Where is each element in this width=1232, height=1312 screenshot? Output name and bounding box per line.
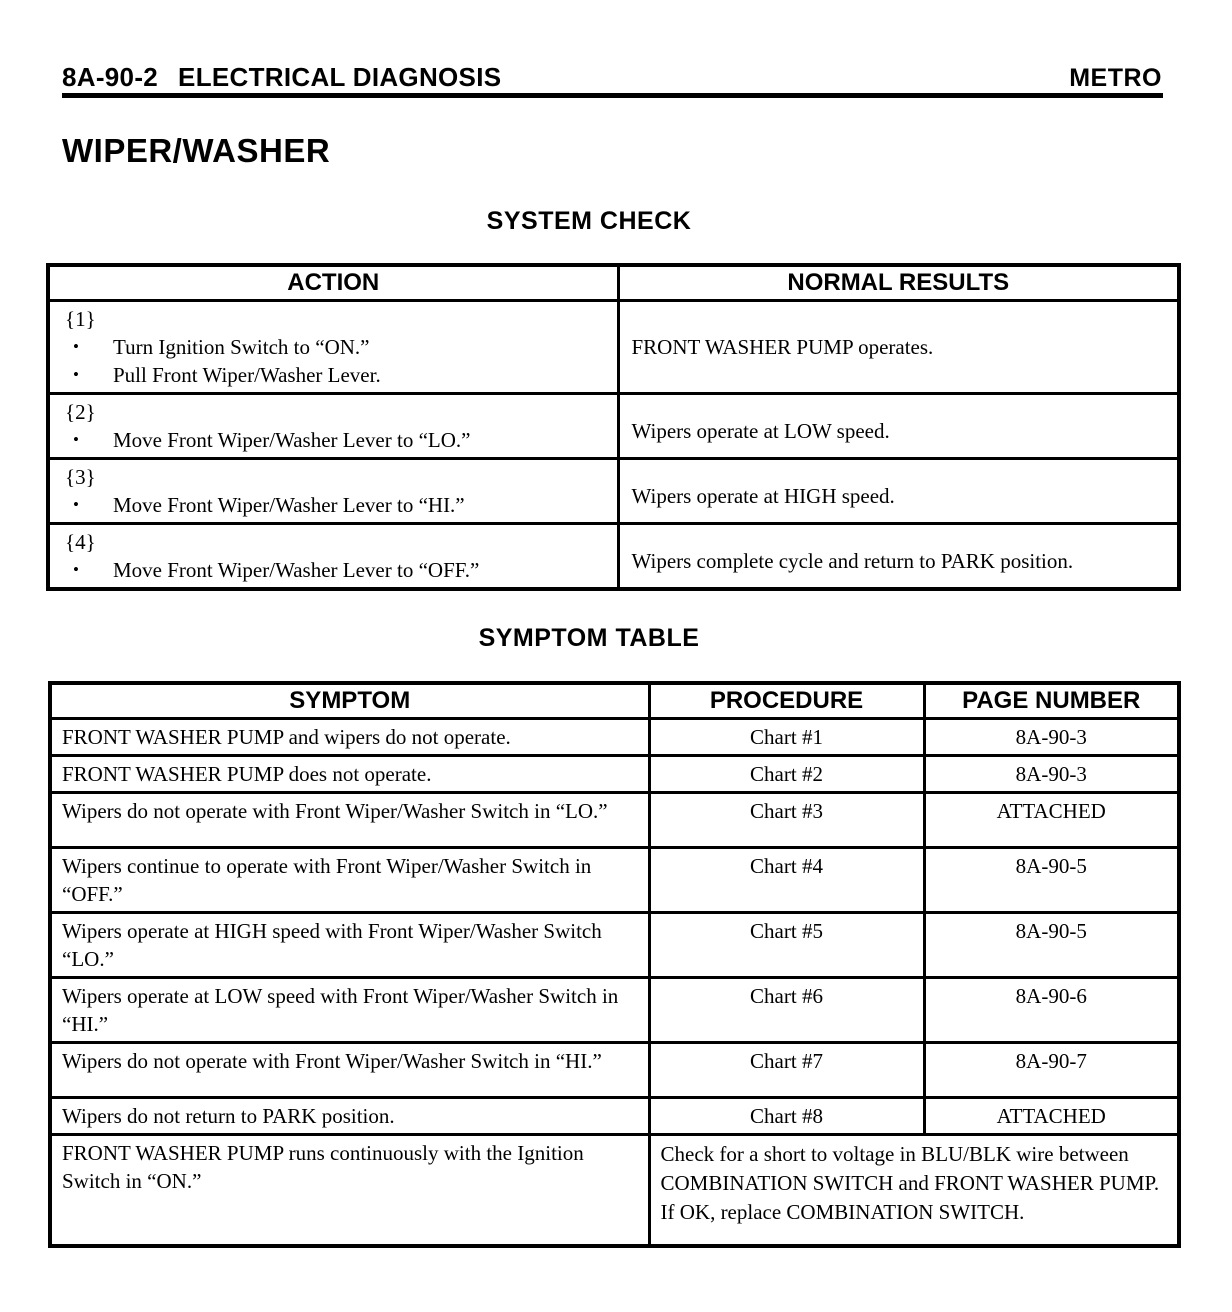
page-title: WIPER/WASHER — [62, 132, 331, 169]
action-cell — [48, 459, 618, 524]
table-row — [50, 719, 1179, 756]
symptom-text: FRONT WASHER PUMP does not operate. — [50, 756, 649, 793]
table-row — [50, 978, 1179, 1043]
col-header-procedure: PROCEDURE — [649, 683, 924, 719]
table-row — [50, 793, 1179, 848]
action-text: Pull Front Wiper/Washer Lever. — [113, 363, 381, 387]
procedure-text: Chart #3 — [649, 793, 924, 848]
bullet-icon: • — [73, 560, 79, 579]
symptom-table — [48, 681, 1181, 1248]
procedure-text: Chart #5 — [649, 913, 924, 978]
table-row — [48, 524, 1179, 590]
action-text: Move Front Wiper/Washer Lever to “OFF.” — [113, 558, 480, 582]
action-cell — [48, 524, 618, 590]
col-header-normal-results: NORMAL RESULTS — [618, 265, 1179, 301]
symptom-text: Wipers do not return to PARK position. — [50, 1098, 649, 1135]
model-name: METRO — [1069, 64, 1162, 92]
section-title: ELECTRICAL DIAGNOSIS — [178, 62, 502, 92]
page-number-text: 8A-90-7 — [924, 1043, 1179, 1098]
page-number-text: ATTACHED — [924, 1098, 1179, 1135]
symptom-text: Wipers operate at LOW speed with Front Wiper/Washer Switch in “HI.” — [50, 978, 649, 1043]
procedure-text: Chart #2 — [649, 756, 924, 793]
result-text: Wipers operate at HIGH speed. — [618, 459, 1179, 524]
step-label: {3} — [65, 465, 96, 489]
result-text: Wipers complete cycle and return to PARK position. — [618, 524, 1179, 590]
table-header-row — [48, 265, 1179, 301]
result-text: FRONT WASHER PUMP operates. — [618, 301, 1179, 394]
table-row — [50, 756, 1179, 793]
action-text: Move Front Wiper/Washer Lever to “LO.” — [113, 428, 471, 452]
procedure-text: Chart #7 — [649, 1043, 924, 1098]
page-number-text: 8A-90-3 — [924, 719, 1179, 756]
section-number: 8A-90-2 — [62, 62, 159, 92]
step-label: {1} — [65, 307, 96, 331]
action-text: Turn Ignition Switch to “ON.” — [113, 335, 370, 359]
table-row — [50, 1135, 1179, 1246]
action-cell — [48, 301, 618, 394]
procedure-text: Chart #4 — [649, 848, 924, 913]
page-header — [62, 62, 1162, 93]
symptom-text: Wipers do not operate with Front Wiper/Washer Switch in “HI.” — [50, 1043, 649, 1098]
bullet-icon: • — [73, 337, 79, 356]
bullet-icon: • — [73, 365, 79, 384]
action-item — [60, 491, 609, 519]
procedure-text: Chart #8 — [649, 1098, 924, 1135]
table-row — [50, 1098, 1179, 1135]
col-header-symptom: SYMPTOM — [50, 683, 649, 719]
symptom-text: FRONT WASHER PUMP and wipers do not operate. — [50, 719, 649, 756]
page-number-text: 8A-90-5 — [924, 848, 1179, 913]
col-header-page-number: PAGE NUMBER — [924, 683, 1179, 719]
action-text: Move Front Wiper/Washer Lever to “HI.” — [113, 493, 465, 517]
system-check-table — [46, 263, 1181, 591]
step-label: {2} — [65, 400, 96, 424]
system-check-heading: SYSTEM CHECK — [486, 207, 692, 235]
note-text: Check for a short to voltage in BLU/BLK wire between COMBINATION SWITCH and FRONT WASHER PUMP. If OK, replace COMBINATION SWITCH. — [649, 1135, 1179, 1246]
table-row — [48, 301, 1179, 394]
table-row — [50, 848, 1179, 913]
action-item — [60, 333, 609, 361]
action-item — [60, 361, 609, 389]
page-number-text: 8A-90-5 — [924, 913, 1179, 978]
procedure-text: Chart #6 — [649, 978, 924, 1043]
table-row — [48, 459, 1179, 524]
col-header-action: ACTION — [48, 265, 618, 301]
action-item — [60, 426, 609, 454]
header-rule — [62, 93, 1163, 98]
symptom-table-heading: SYMPTOM TABLE — [478, 624, 700, 652]
procedure-text: Chart #1 — [649, 719, 924, 756]
result-text: Wipers operate at LOW speed. — [618, 394, 1179, 459]
step-label: {4} — [65, 530, 96, 554]
bullet-icon: • — [73, 495, 79, 514]
table-row — [50, 1043, 1179, 1098]
symptom-text: Wipers operate at HIGH speed with Front Wiper/Washer Switch “LO.” — [50, 913, 649, 978]
page-number-text: 8A-90-6 — [924, 978, 1179, 1043]
table-header-row — [50, 683, 1179, 719]
symptom-text: FRONT WASHER PUMP runs continuously with the Ignition Switch in “ON.” — [50, 1135, 649, 1246]
page-number-text: 8A-90-3 — [924, 756, 1179, 793]
symptom-text: Wipers do not operate with Front Wiper/Washer Switch in “LO.” — [50, 793, 649, 848]
action-item — [60, 556, 609, 584]
action-cell — [48, 394, 618, 459]
bullet-icon: • — [73, 430, 79, 449]
symptom-text: Wipers continue to operate with Front Wiper/Washer Switch in “OFF.” — [50, 848, 649, 913]
table-row — [50, 913, 1179, 978]
table-row — [48, 394, 1179, 459]
page-number-text: ATTACHED — [924, 793, 1179, 848]
header-left — [62, 62, 501, 93]
